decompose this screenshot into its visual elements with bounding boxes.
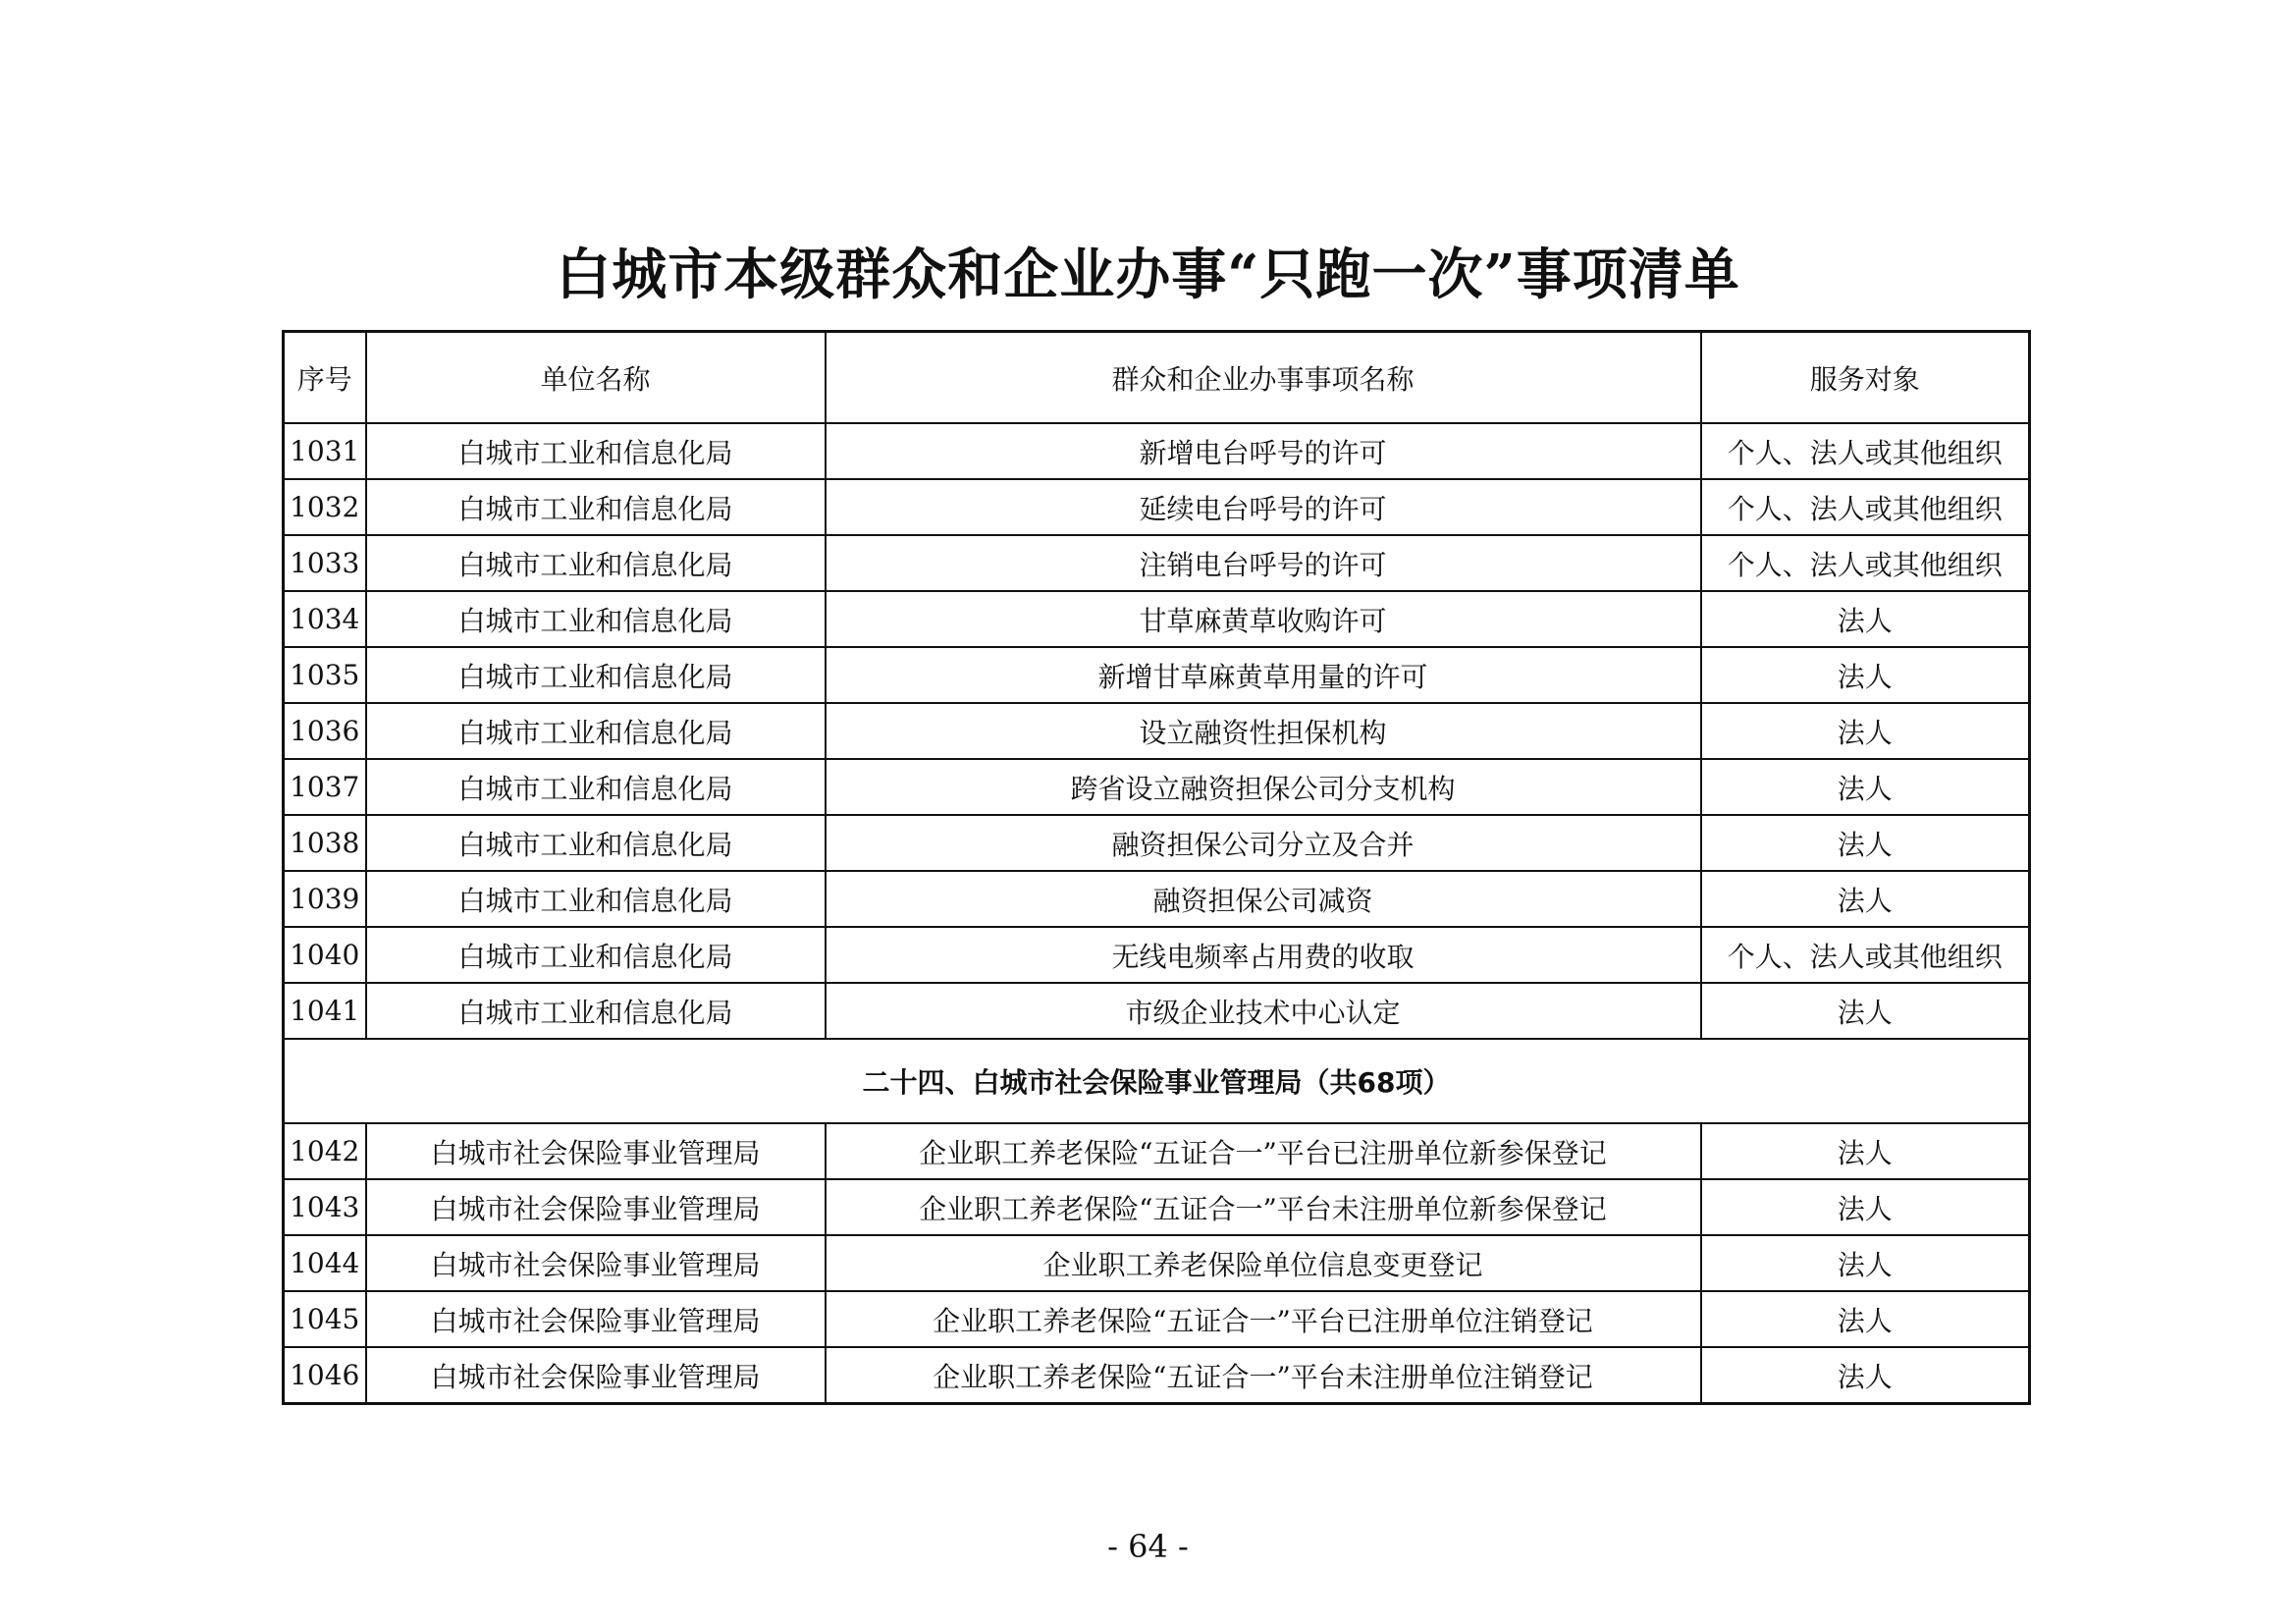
cell-seq: 1038 xyxy=(284,815,366,871)
cell-target: 个人、法人或其他组织 xyxy=(1701,423,2030,479)
cell-seq: 1037 xyxy=(284,759,366,815)
table-body xyxy=(284,423,2030,1404)
cell-seq: 1034 xyxy=(284,591,366,647)
cell-unit: 白城市工业和信息化局 xyxy=(366,871,826,927)
cell-unit: 白城市工业和信息化局 xyxy=(366,927,826,983)
header-item: 群众和企业办事事项名称 xyxy=(826,332,1701,424)
cell-unit: 白城市社会保险事业管理局 xyxy=(366,1123,826,1179)
cell-unit: 白城市工业和信息化局 xyxy=(366,703,826,759)
cell-unit: 白城市工业和信息化局 xyxy=(366,535,826,591)
table-row xyxy=(284,479,2030,535)
cell-unit: 白城市社会保险事业管理局 xyxy=(366,1235,826,1291)
cell-seq: 1044 xyxy=(284,1235,366,1291)
table-row xyxy=(284,423,2030,479)
cell-unit: 白城市社会保险事业管理局 xyxy=(366,1291,826,1347)
cell-target: 法人 xyxy=(1701,1347,2030,1404)
cell-item: 融资担保公司减资 xyxy=(826,871,1701,927)
header-unit: 单位名称 xyxy=(366,332,826,424)
table-row xyxy=(284,983,2030,1039)
cell-item: 融资担保公司分立及合并 xyxy=(826,815,1701,871)
cell-unit: 白城市工业和信息化局 xyxy=(366,815,826,871)
cell-target: 法人 xyxy=(1701,647,2030,703)
cell-item: 设立融资性担保机构 xyxy=(826,703,1701,759)
cell-target: 法人 xyxy=(1701,1235,2030,1291)
table-row xyxy=(284,815,2030,871)
cell-item: 无线电频率占用费的收取 xyxy=(826,927,1701,983)
cell-unit: 白城市工业和信息化局 xyxy=(366,759,826,815)
cell-unit: 白城市社会保险事业管理局 xyxy=(366,1347,826,1404)
table-row xyxy=(284,927,2030,983)
header-seq: 序号 xyxy=(284,332,366,424)
cell-item: 跨省设立融资担保公司分支机构 xyxy=(826,759,1701,815)
table-row xyxy=(284,1347,2030,1404)
cell-seq: 1043 xyxy=(284,1179,366,1235)
cell-target: 法人 xyxy=(1701,871,2030,927)
cell-target: 个人、法人或其他组织 xyxy=(1701,535,2030,591)
cell-item: 甘草麻黄草收购许可 xyxy=(826,591,1701,647)
cell-seq: 1045 xyxy=(284,1291,366,1347)
cell-seq: 1041 xyxy=(284,983,366,1039)
cell-target: 法人 xyxy=(1701,1123,2030,1179)
cell-seq: 1046 xyxy=(284,1347,366,1404)
table-row xyxy=(284,703,2030,759)
cell-seq: 1032 xyxy=(284,479,366,535)
cell-seq: 1040 xyxy=(284,927,366,983)
items-table xyxy=(282,330,2031,1405)
cell-target: 个人、法人或其他组织 xyxy=(1701,479,2030,535)
cell-target: 法人 xyxy=(1701,815,2030,871)
cell-item: 企业职工养老保险单位信息变更登记 xyxy=(826,1235,1701,1291)
cell-unit: 白城市工业和信息化局 xyxy=(366,591,826,647)
cell-seq: 1039 xyxy=(284,871,366,927)
cell-target: 法人 xyxy=(1701,759,2030,815)
table-row xyxy=(284,647,2030,703)
cell-unit: 白城市工业和信息化局 xyxy=(366,423,826,479)
table-header-row xyxy=(284,332,2030,424)
cell-target: 法人 xyxy=(1701,1179,2030,1235)
table-row xyxy=(284,1235,2030,1291)
cell-target: 法人 xyxy=(1701,591,2030,647)
cell-target: 法人 xyxy=(1701,1291,2030,1347)
cell-unit: 白城市工业和信息化局 xyxy=(366,983,826,1039)
cell-target: 法人 xyxy=(1701,983,2030,1039)
cell-seq: 1035 xyxy=(284,647,366,703)
cell-unit: 白城市工业和信息化局 xyxy=(366,479,826,535)
cell-unit: 白城市工业和信息化局 xyxy=(366,647,826,703)
table-row xyxy=(284,871,2030,927)
cell-target: 个人、法人或其他组织 xyxy=(1701,927,2030,983)
cell-item: 企业职工养老保险“五证合一”平台未注册单位新参保登记 xyxy=(826,1179,1701,1235)
cell-unit: 白城市社会保险事业管理局 xyxy=(366,1179,826,1235)
section-title: 二十四、白城市社会保险事业管理局（共68项） xyxy=(284,1039,2030,1123)
cell-item: 市级企业技术中心认定 xyxy=(826,983,1701,1039)
section-row xyxy=(284,1039,2030,1123)
table-row xyxy=(284,1123,2030,1179)
cell-item: 企业职工养老保险“五证合一”平台未注册单位注销登记 xyxy=(826,1347,1701,1404)
cell-target: 法人 xyxy=(1701,703,2030,759)
cell-seq: 1042 xyxy=(284,1123,366,1179)
table-row xyxy=(284,1291,2030,1347)
cell-seq: 1036 xyxy=(284,703,366,759)
cell-seq: 1031 xyxy=(284,423,366,479)
cell-item: 企业职工养老保险“五证合一”平台已注册单位注销登记 xyxy=(826,1291,1701,1347)
table-row xyxy=(284,1179,2030,1235)
page-number: - 64 - xyxy=(1107,1528,1189,1565)
cell-item: 新增甘草麻黄草用量的许可 xyxy=(826,647,1701,703)
table-row xyxy=(284,535,2030,591)
cell-item: 延续电台呼号的许可 xyxy=(826,479,1701,535)
cell-item: 企业职工养老保险“五证合一”平台已注册单位新参保登记 xyxy=(826,1123,1701,1179)
header-target: 服务对象 xyxy=(1701,332,2030,424)
table-row xyxy=(284,759,2030,815)
cell-item: 注销电台呼号的许可 xyxy=(826,535,1701,591)
document-title: 白城市本级群众和企业办事“只跑一次”事项清单 xyxy=(556,243,1740,307)
table-row xyxy=(284,591,2030,647)
cell-item: 新增电台呼号的许可 xyxy=(826,423,1701,479)
cell-seq: 1033 xyxy=(284,535,366,591)
